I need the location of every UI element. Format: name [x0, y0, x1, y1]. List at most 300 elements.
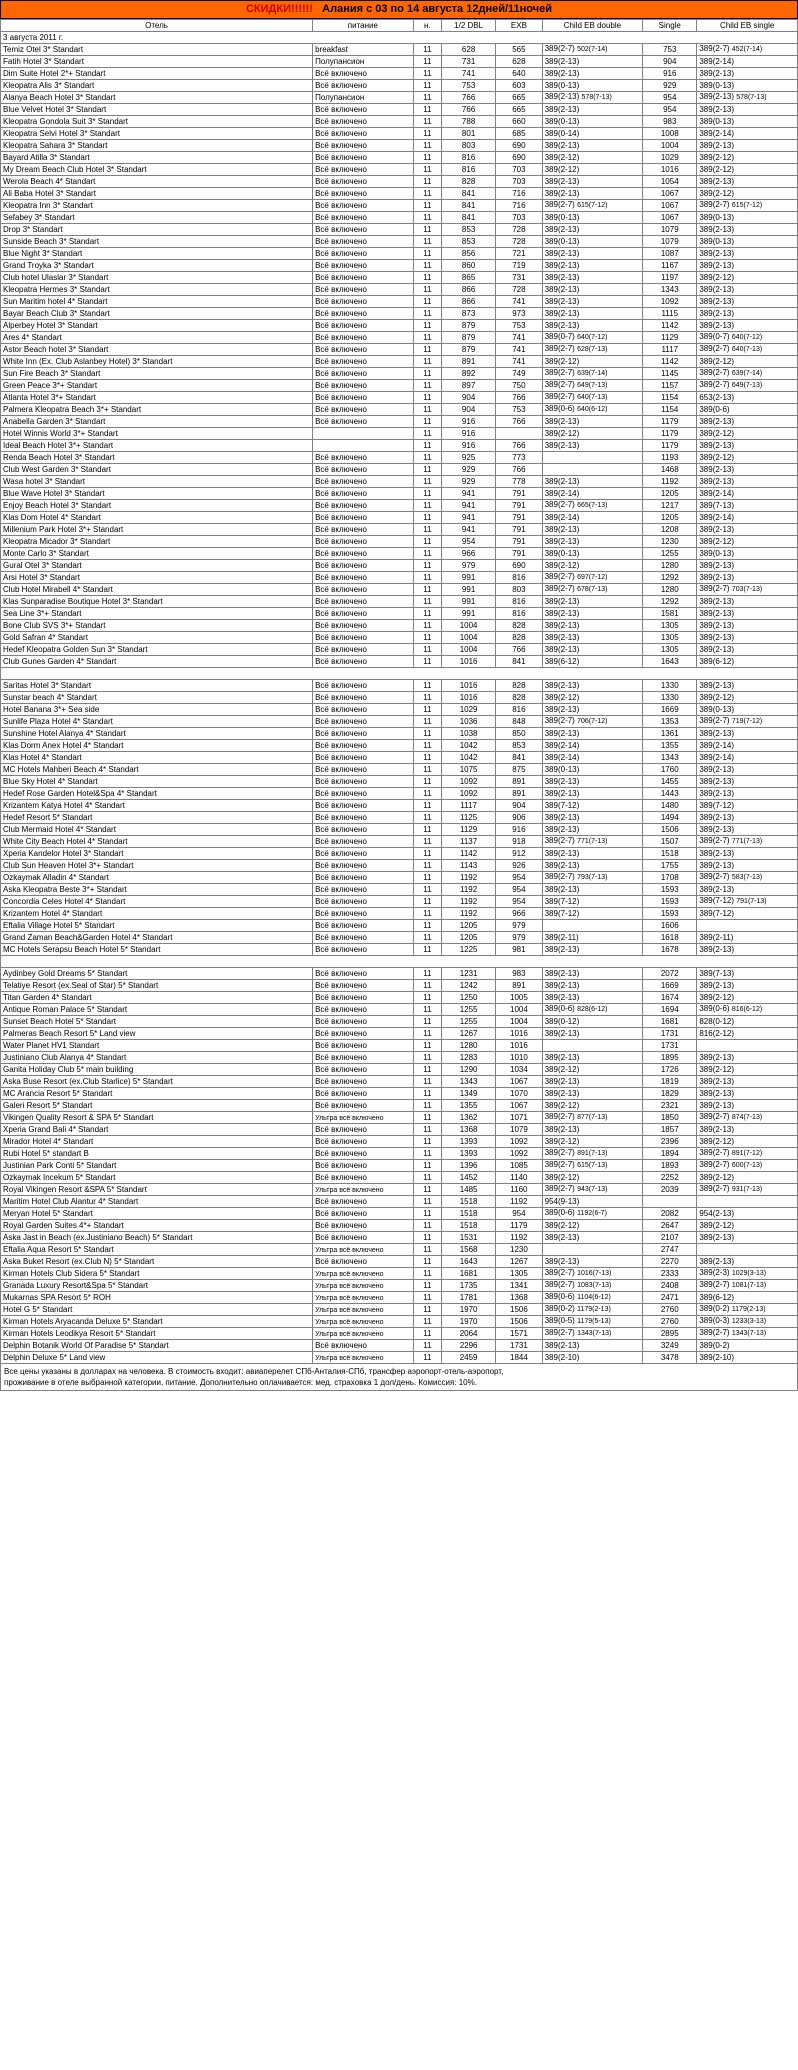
table-row[interactable] [1, 764, 798, 776]
table-row[interactable] [1, 1304, 798, 1316]
table-row[interactable] [1, 128, 798, 140]
cell-child-single: 389(2-7) 891(7-12) [697, 1148, 798, 1160]
table-row[interactable] [1, 212, 798, 224]
cell-nights: 11 [413, 680, 441, 692]
cell-hotel: Klas Dorm Anex Hotel 4* Standart [1, 740, 313, 752]
cell-child-double: 389(2-14) [542, 512, 643, 524]
table-row[interactable] [1, 1148, 798, 1160]
cell-child-single: 389(2-13) [697, 620, 798, 632]
cell-exb: 728 [496, 224, 542, 236]
cell-single: 1179 [643, 416, 697, 428]
cell-exb: 766 [496, 440, 542, 452]
cell-half-dbl: 1393 [442, 1136, 496, 1148]
table-row[interactable] [1, 512, 798, 524]
cell-nights: 11 [413, 752, 441, 764]
cell-food: Полупансион [313, 56, 414, 68]
cell-half-dbl: 892 [442, 368, 496, 380]
cell-single: 2471 [643, 1292, 697, 1304]
table-row[interactable] [1, 860, 798, 872]
table-header [1, 20, 798, 32]
cell-half-dbl: 891 [442, 356, 496, 368]
cell-hotel: Hotel Winnis World 3*+ Standart [1, 428, 313, 440]
cell-child-single: 389(7-12) 791(7-13) [697, 896, 798, 908]
cell-food: Всё включено [313, 200, 414, 212]
table-row[interactable] [1, 56, 798, 68]
cell-food: Всё включено [313, 344, 414, 356]
cell-nights: 11 [413, 608, 441, 620]
cell-food: Всё включено [313, 1340, 414, 1352]
cell-food: Всё включено [313, 548, 414, 560]
cell-single: 1192 [643, 476, 697, 488]
table-row[interactable] [1, 752, 798, 764]
table-row[interactable] [1, 824, 798, 836]
table-row[interactable] [1, 356, 798, 368]
cell-half-dbl: 991 [442, 584, 496, 596]
cell-hotel: Sunshine Hotel Alanya 4* Standart [1, 728, 313, 740]
cell-food: Всё включено [313, 608, 414, 620]
cell-hotel: Werola Beach 4* Standart [1, 176, 313, 188]
cell-child-single: 389(6-12) [697, 1292, 798, 1304]
table-row[interactable] [1, 944, 798, 956]
cell-hotel: Kleopatra Selvi Hotel 3* Standart [1, 128, 313, 140]
cell-exb: 1010 [496, 1052, 542, 1064]
cell-food: Всё включено [313, 788, 414, 800]
table-row[interactable] [1, 740, 798, 752]
cell-food: Всё включено [313, 884, 414, 896]
cell-half-dbl: 991 [442, 572, 496, 584]
table-row[interactable] [1, 68, 798, 80]
cell-single: 1455 [643, 776, 697, 788]
table-row[interactable] [1, 992, 798, 1004]
cell-child-single: 389(2-7) 640(7-13) [697, 344, 798, 356]
cell-child-single: 389(2-13) [697, 560, 798, 572]
table-row[interactable] [1, 1100, 798, 1112]
table-row[interactable] [1, 692, 798, 704]
table-row[interactable] [1, 1016, 798, 1028]
table-row[interactable] [1, 572, 798, 584]
cell-child-single: 389(0-13) [697, 236, 798, 248]
table-row[interactable] [1, 1244, 798, 1256]
table-row[interactable] [1, 164, 798, 176]
table-row[interactable] [1, 1112, 798, 1124]
cell-single: 1894 [643, 1148, 697, 1160]
cell-child-double: 389(2-13) [542, 1076, 643, 1088]
cell-half-dbl: 1290 [442, 1064, 496, 1076]
table-row[interactable] [1, 116, 798, 128]
cell-nights: 11 [413, 632, 441, 644]
table-row[interactable] [1, 1340, 798, 1352]
cell-nights: 11 [413, 1196, 441, 1208]
cell-child-single: 389(0-6) [697, 404, 798, 416]
table-row[interactable] [1, 908, 798, 920]
cell-nights: 11 [413, 788, 441, 800]
table-row[interactable] [1, 584, 798, 596]
cell-single: 1067 [643, 212, 697, 224]
cell-child-single: 389(2-14) [697, 488, 798, 500]
cell-single: 2039 [643, 1184, 697, 1196]
table-row[interactable] [1, 1232, 798, 1244]
table-row[interactable] [1, 1328, 798, 1340]
cell-exb: 703 [496, 212, 542, 224]
table-row[interactable] [1, 44, 798, 56]
table-row[interactable] [1, 80, 798, 92]
cell-hotel: Sefabey 3* Standart [1, 212, 313, 224]
table-row[interactable] [1, 608, 798, 620]
table-row[interactable] [1, 728, 798, 740]
cell-child-single: 389(2-13) [697, 440, 798, 452]
cell-nights: 11 [413, 404, 441, 416]
table-row[interactable] [1, 1256, 798, 1268]
table-row[interactable] [1, 224, 798, 236]
table-row[interactable] [1, 680, 798, 692]
cell-half-dbl: 1280 [442, 1040, 496, 1052]
table-row[interactable] [1, 1076, 798, 1088]
cell-child-single: 389(2-7) 719(7-12) [697, 716, 798, 728]
table-row[interactable] [1, 452, 798, 464]
cell-half-dbl: 954 [442, 536, 496, 548]
cell-child-double: 389(2-13) [542, 608, 643, 620]
cell-child-single: 389(2-14) [697, 128, 798, 140]
cell-half-dbl: 916 [442, 416, 496, 428]
cell-food: Всё включено [313, 392, 414, 404]
cell-food: Ультра всё включено [313, 1352, 414, 1364]
table-row[interactable] [1, 632, 798, 644]
table-row[interactable] [1, 836, 798, 848]
cell-food: Ультра всё включено [313, 1112, 414, 1124]
cell-nights: 11 [413, 1328, 441, 1340]
cell-hotel: Maritim Hotel Club Alantur 4* Standart [1, 1196, 313, 1208]
cell-food: Всё включено [313, 1076, 414, 1088]
table-row[interactable] [1, 176, 798, 188]
table-row[interactable] [1, 152, 798, 164]
cell-child-single: 389(2-7) 600(7-13) [697, 1160, 798, 1172]
cell-child-single: 389(2-13) [697, 812, 798, 824]
cell-child-double: 389(2-13) [542, 884, 643, 896]
cell-nights: 11 [413, 1280, 441, 1292]
cell-nights: 11 [413, 560, 441, 572]
cell-half-dbl: 1255 [442, 1004, 496, 1016]
cell-hotel: Gural Otel 3* Standart [1, 560, 313, 572]
table-row[interactable] [1, 1172, 798, 1184]
table-row[interactable] [1, 416, 798, 428]
cell-food: Всё включено [313, 836, 414, 848]
cell-child-single: 389(2-12) [697, 428, 798, 440]
cell-nights: 11 [413, 1100, 441, 1112]
cell-child-double: 389(2-13) [542, 728, 643, 740]
table-row[interactable] [1, 296, 798, 308]
footer-line-1: Все цены указаны в долларах на человека. В стоимость входит: авиаперелет СПб-Анталия-СПб, трансфер аэропорт-отель-аэропорт, [4, 1367, 504, 1376]
table-row[interactable] [1, 812, 798, 824]
cell-food: Всё включено [313, 272, 414, 284]
cell-hotel: Sunstar beach 4* Standart [1, 692, 313, 704]
table-row[interactable] [1, 1160, 798, 1172]
cell-hotel: Atlanta Hotel 3*+ Standart [1, 392, 313, 404]
table-row[interactable] [1, 140, 798, 152]
cell-half-dbl: 803 [442, 140, 496, 152]
cell-child-single: 389(2-13) 578(7-13) [697, 92, 798, 104]
cell-child-single: 389(2-13) [697, 572, 798, 584]
cell-nights: 11 [413, 572, 441, 584]
cell-half-dbl: 1092 [442, 788, 496, 800]
cell-single: 1305 [643, 632, 697, 644]
cell-child-double: 389(2-13) [542, 176, 643, 188]
cell-child-double: 389(2-12) [542, 152, 643, 164]
table-row[interactable] [1, 800, 798, 812]
cell-half-dbl: 1036 [442, 716, 496, 728]
cell-child-single: 389(2-13) [697, 140, 798, 152]
table-row[interactable] [1, 1316, 798, 1328]
cell-child-single: 389(2-13) [697, 1052, 798, 1064]
cell-single: 1850 [643, 1112, 697, 1124]
table-row[interactable] [1, 404, 798, 416]
cell-child-double: 389(2-12) [542, 1136, 643, 1148]
cell-food: Ультра всё включено [313, 1304, 414, 1316]
cell-child-single: 389(2-13) [697, 596, 798, 608]
cell-exb: 1506 [496, 1304, 542, 1316]
table-row[interactable] [1, 476, 798, 488]
cell-half-dbl: 879 [442, 320, 496, 332]
cell-child-double: 389(2-13) 578(7-13) [542, 92, 643, 104]
cell-exb: 954 [496, 872, 542, 884]
cell-nights: 11 [413, 992, 441, 1004]
table-row[interactable] [1, 200, 798, 212]
cell-single: 1217 [643, 500, 697, 512]
cell-child-single: 389(2-12) [697, 1064, 798, 1076]
table-row[interactable] [1, 968, 798, 980]
table-row[interactable] [1, 488, 798, 500]
table-row[interactable] [1, 428, 798, 440]
cell-half-dbl: 2459 [442, 1352, 496, 1364]
table-row[interactable] [1, 440, 798, 452]
cell-child-single: 389(2-10) [697, 1352, 798, 1364]
table-row[interactable] [1, 872, 798, 884]
table-row[interactable] [1, 1268, 798, 1280]
cell-exb: 828 [496, 680, 542, 692]
cell-half-dbl: 1681 [442, 1268, 496, 1280]
table-row[interactable] [1, 368, 798, 380]
cell-nights: 11 [413, 80, 441, 92]
cell-single: 1230 [643, 536, 697, 548]
cell-nights: 11 [413, 836, 441, 848]
table-row[interactable] [1, 1280, 798, 1292]
cell-single: 1145 [643, 368, 697, 380]
table-row[interactable] [1, 656, 798, 668]
cell-half-dbl: 941 [442, 488, 496, 500]
table-row[interactable] [1, 92, 798, 104]
cell-food: Всё включено [313, 140, 414, 152]
cell-exb: 853 [496, 740, 542, 752]
cell-child-single: 389(0-7) 640(7-12) [697, 332, 798, 344]
row-spacer-cell [1, 956, 798, 968]
cell-nights: 11 [413, 860, 441, 872]
cell-hotel: Hedef Kleopatra Golden Sun 3* Standart [1, 644, 313, 656]
cell-half-dbl: 1192 [442, 884, 496, 896]
cell-child-single: 389(2-13) [697, 680, 798, 692]
cell-hotel: Club hotel Ulaslar 3* Standart [1, 272, 313, 284]
cell-half-dbl: 866 [442, 284, 496, 296]
table-row[interactable] [1, 980, 798, 992]
cell-child-double: 389(0-14) [542, 128, 643, 140]
table-row[interactable] [1, 1064, 798, 1076]
cell-child-double: 389(2-13) [542, 1256, 643, 1268]
table-row[interactable] [1, 896, 798, 908]
table-row[interactable] [1, 1184, 798, 1196]
table-row[interactable] [1, 104, 798, 116]
cell-nights: 11 [413, 368, 441, 380]
cell-exb: 828 [496, 632, 542, 644]
table-row[interactable] [1, 464, 798, 476]
cell-nights: 11 [413, 224, 441, 236]
table-row[interactable] [1, 884, 798, 896]
table-row[interactable] [1, 344, 798, 356]
table-row[interactable] [1, 1292, 798, 1304]
cell-nights: 11 [413, 152, 441, 164]
cell-hotel: Xperia Kandelor Hotel 3* Standart [1, 848, 313, 860]
table-row[interactable] [1, 788, 798, 800]
table-row[interactable] [1, 548, 798, 560]
cell-exb: 791 [496, 512, 542, 524]
cell-hotel: Grand Zaman Beach&Garden Hotel 4* Standart [1, 932, 313, 944]
table-row[interactable] [1, 536, 798, 548]
table-row[interactable] [1, 1220, 798, 1232]
table-row[interactable] [1, 620, 798, 632]
table-row[interactable] [1, 332, 798, 344]
table-row[interactable] [1, 1124, 798, 1136]
table-row[interactable] [1, 716, 798, 728]
cell-nights: 11 [413, 716, 441, 728]
cell-half-dbl: 766 [442, 104, 496, 116]
cell-nights: 11 [413, 380, 441, 392]
cell-half-dbl: 991 [442, 596, 496, 608]
cell-nights: 11 [413, 1184, 441, 1196]
table-row[interactable] [1, 1040, 798, 1052]
cell-child-single [697, 1244, 798, 1256]
cell-child-double: 389(2-13) [542, 320, 643, 332]
cell-hotel: Arsi Hotel 3* Standart [1, 572, 313, 584]
cell-nights: 11 [413, 1172, 441, 1184]
table-row[interactable] [1, 320, 798, 332]
table-row[interactable] [1, 236, 798, 248]
cell-food: Всё включено [313, 776, 414, 788]
cell-half-dbl: 1283 [442, 1052, 496, 1064]
cell-nights: 11 [413, 284, 441, 296]
cell-exb: 728 [496, 284, 542, 296]
table-row[interactable] [1, 560, 798, 572]
table-row[interactable] [1, 1004, 798, 1016]
cell-hotel: Antique Roman Palace 5* Standart [1, 1004, 313, 1016]
cell-food: Всё включено [313, 680, 414, 692]
table-row[interactable] [1, 308, 798, 320]
cell-child-double: 389(2-7) 615(7-12) [542, 200, 643, 212]
table-row[interactable] [1, 1088, 798, 1100]
cell-child-double: 389(2-7) 615(7-13) [542, 1160, 643, 1172]
cell-child-double: 389(0-13) [542, 764, 643, 776]
cell-child-single [697, 1040, 798, 1052]
cell-child-single: 389(2-7) 931(7-13) [697, 1184, 798, 1196]
cell-exb: 721 [496, 248, 542, 260]
cell-food: Всё включено [313, 404, 414, 416]
cell-child-double: 389(2-13) [542, 620, 643, 632]
table-row[interactable] [1, 500, 798, 512]
cell-hotel: Krizantem Hotel 4* Standart [1, 908, 313, 920]
cell-hotel: Sunside Beach 3* Standart [1, 236, 313, 248]
cell-hotel: Enjoy Beach Hotel 3* Standart [1, 500, 313, 512]
cell-half-dbl: 628 [442, 44, 496, 56]
cell-exb: 1071 [496, 1112, 542, 1124]
table-row[interactable] [1, 848, 798, 860]
cell-child-double: 389(2-13) [542, 224, 643, 236]
cell-child-single: 389(0-13) [697, 80, 798, 92]
cell-hotel: Kleopatra Sahara 3* Standart [1, 140, 313, 152]
cell-child-single: 389(7-13) [697, 500, 798, 512]
table-row[interactable] [1, 1196, 798, 1208]
cell-hotel: Blue Night 3* Standart [1, 248, 313, 260]
cell-exb: 891 [496, 776, 542, 788]
cell-nights: 11 [413, 296, 441, 308]
table-row[interactable] [1, 932, 798, 944]
table-row[interactable] [1, 272, 798, 284]
table-row[interactable] [1, 380, 798, 392]
cell-exb: 1368 [496, 1292, 542, 1304]
cell-child-double: 389(2-12) [542, 692, 643, 704]
cell-child-double: 389(2-13) [542, 296, 643, 308]
cell-exb: 741 [496, 332, 542, 344]
cell-exb: 1267 [496, 1256, 542, 1268]
table-row[interactable] [1, 392, 798, 404]
table-row[interactable] [1, 248, 798, 260]
cell-child-single: 389(0-13) [697, 704, 798, 716]
cell-nights: 11 [413, 1220, 441, 1232]
cell-single: 1507 [643, 836, 697, 848]
cell-hotel: Sun Maritim hotel 4* Standart [1, 296, 313, 308]
table-row[interactable] [1, 1052, 798, 1064]
table-row[interactable] [1, 920, 798, 932]
cell-food: Всё включено [313, 632, 414, 644]
cell-half-dbl: 1518 [442, 1220, 496, 1232]
cell-exb: 750 [496, 380, 542, 392]
cell-single: 1674 [643, 992, 697, 1004]
cell-food: Всё включено [313, 332, 414, 344]
table-row[interactable] [1, 524, 798, 536]
cell-half-dbl: 941 [442, 512, 496, 524]
table-row[interactable] [1, 596, 798, 608]
table-row[interactable] [1, 260, 798, 272]
cell-exb: 966 [496, 908, 542, 920]
table-row[interactable] [1, 704, 798, 716]
table-row[interactable] [1, 1208, 798, 1220]
table-row[interactable] [1, 1352, 798, 1364]
cell-food: Всё включено [313, 68, 414, 80]
table-row[interactable] [1, 644, 798, 656]
cell-half-dbl: 1970 [442, 1304, 496, 1316]
table-row[interactable] [1, 776, 798, 788]
cell-child-single: 389(2-13) [697, 476, 798, 488]
cell-nights: 11 [413, 1292, 441, 1304]
cell-hotel: MC Hotels Serapsu Beach Hotel 5* Standart [1, 944, 313, 956]
cell-hotel: Justinian Park Conti 5* Standart [1, 1160, 313, 1172]
cell-exb: 665 [496, 92, 542, 104]
cell-exb: 690 [496, 560, 542, 572]
cell-child-single: 816(2-12) [697, 1028, 798, 1040]
cell-hotel: Sun Fire Beach 3* Standart [1, 368, 313, 380]
cell-exb: 875 [496, 764, 542, 776]
table-row[interactable] [1, 1028, 798, 1040]
table-row[interactable] [1, 1136, 798, 1148]
table-row[interactable] [1, 188, 798, 200]
cell-nights: 11 [413, 68, 441, 80]
cell-exb: 690 [496, 140, 542, 152]
table-row[interactable] [1, 284, 798, 296]
